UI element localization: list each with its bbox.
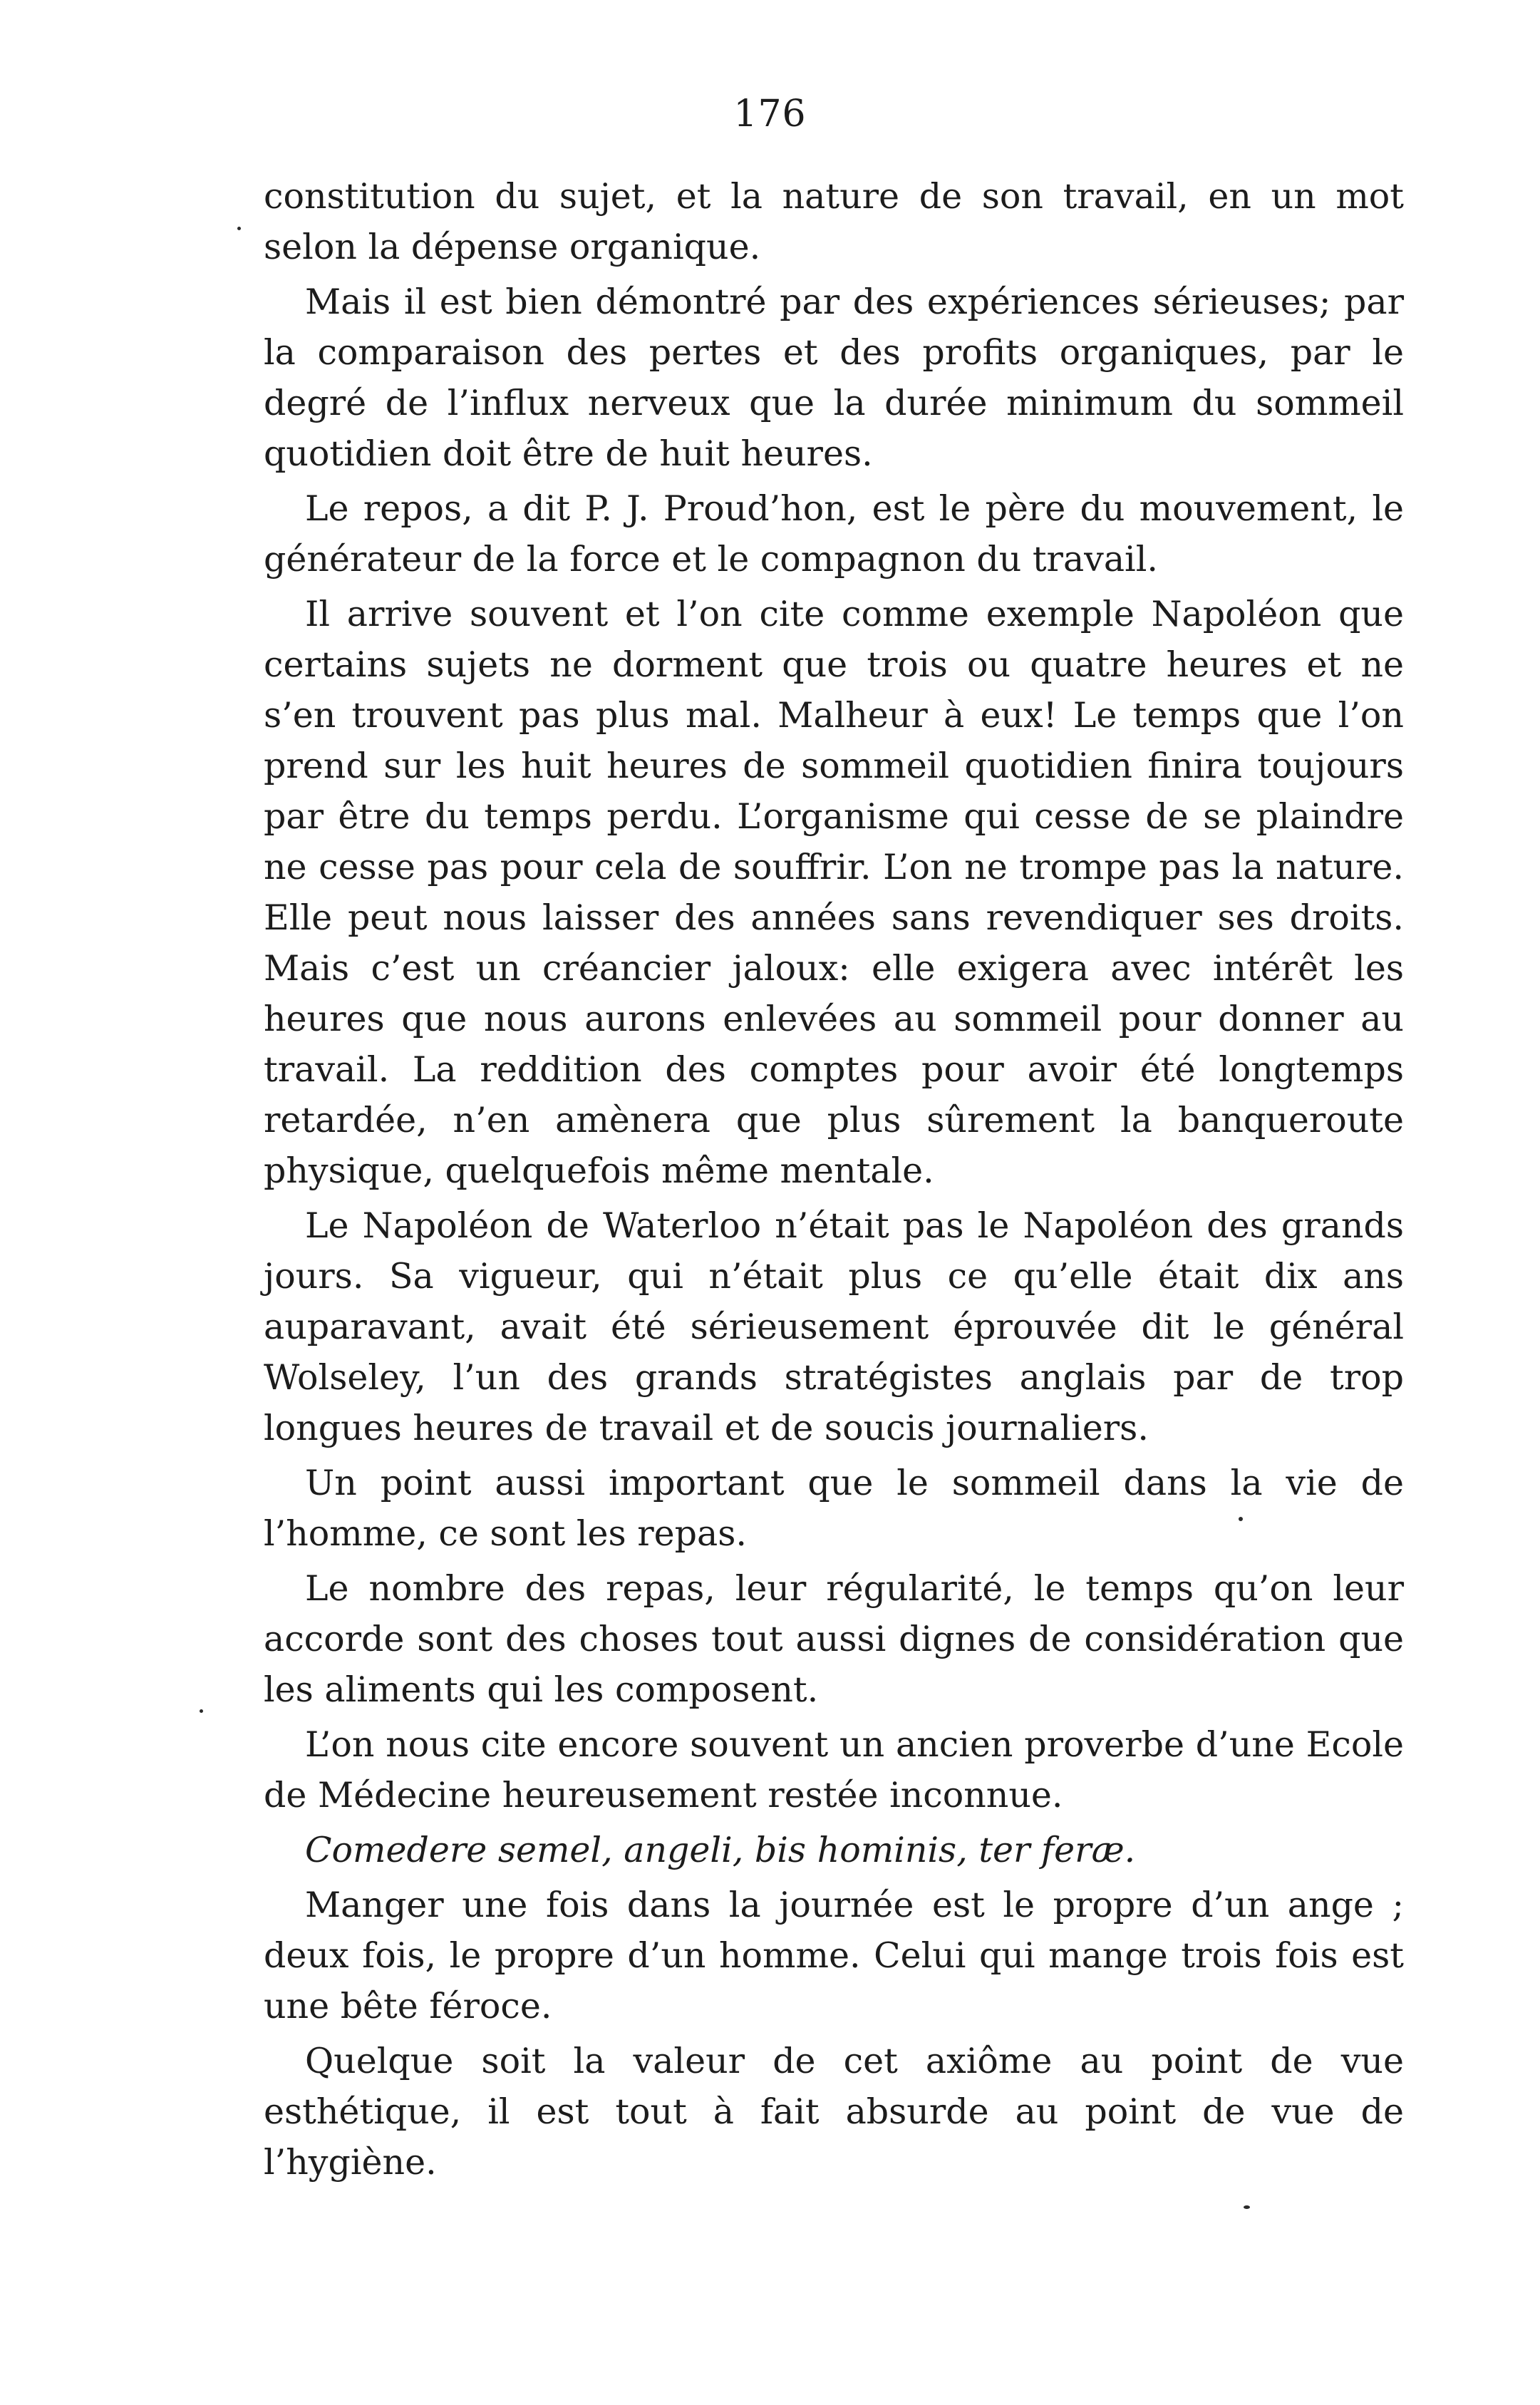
paragraph-meals-number: Le nombre des repas, leur régularité, le temps qu’on leur accorde sont des choses tout aussi dignes de considération que les aliments qui les composent. [264, 1568, 1404, 1710]
paragraph-continuation: constitution du sujet, et la nature de son travail, en un mot selon la dépense organique. [264, 176, 1404, 267]
scan-speck [1244, 2205, 1250, 2209]
paragraph-sleep-duration: Mais il est bien démontré par des expériences sérieuses; par la comparaison des pertes et des profits organiques, par le degré de l’influx nerveux que la durée minimum du sommeil quotidien doit être de huit heures. [264, 282, 1404, 474]
paragraph-proudhon-quote: Le repos, a dit P. J. Proud’hon, est le père du mouvement, le générateur de la force et le compagnon du travail. [264, 488, 1404, 580]
scan-speck [200, 1709, 203, 1713]
paragraph-napoleon-sleep: Il arrive souvent et l’on cite comme exemple Napoléon que certains sujets ne dorment que trois ou quatre heures et ne s’en trouvent pas plus mal. Malheur à eux! Le temps que l’on prend sur les huit heures de sommeil quotidien finira toujours par être du temps perdu. L’organisme qui cesse de se plaindre ne cesse pas pour cela de souffrir. L’on ne trompe pas la nature. Elle peut nous laisser des années sans revendiquer ses droits. Mais c’est un créancier jaloux: elle exigera avec intérêt les heures que nous aurons enlevées au sommeil pour donner au travail. La reddition des comptes pour avoir été longtemps retardée, n’en amènera que plus sûrement la banqueroute physique, quelquefois même mentale. [264, 594, 1404, 1191]
page-number: 176 [733, 93, 807, 135]
scan-speck [1239, 1517, 1243, 1521]
paragraph-proverb-intro: L’on nous cite encore souvent un ancien proverbe d’une Ecole de Médecine heureusement restée inconnue. [264, 1724, 1404, 1816]
paragraph-waterloo: Le Napoléon de Waterloo n’était pas le Napoléon des grands jours. Sa vigueur, qui n’était plus ce qu’elle était dix ans auparavant, avait été sérieusement éprouvée dit le général Wolseley, l’un des grands stratégistes anglais par de trop longues heures de travail et de soucis journaliers. [264, 1205, 1404, 1448]
latin-proverb: Comedere semel, angeli, bis hominis, ter feræ. [305, 1830, 1136, 1870]
scan-speck [237, 227, 241, 230]
paragraph-meals-intro: Un point aussi important que le sommeil dans la vie de l’homme, ce sont les repas. [264, 1463, 1404, 1554]
paragraph-proverb-translation: Manger une fois dans la journée est le propre d’un ange ; deux fois, le propre d’un homme. Celui qui mange trois fois est une bête féroce. [264, 1885, 1404, 2027]
body-text [264, 171, 1404, 2192]
paragraph-hygiene-conclusion: Quelque soit la valeur de cet axiôme au point de vue esthétique, il est tout à fait absurde au point de vue de l’hygiène. [264, 2041, 1404, 2183]
